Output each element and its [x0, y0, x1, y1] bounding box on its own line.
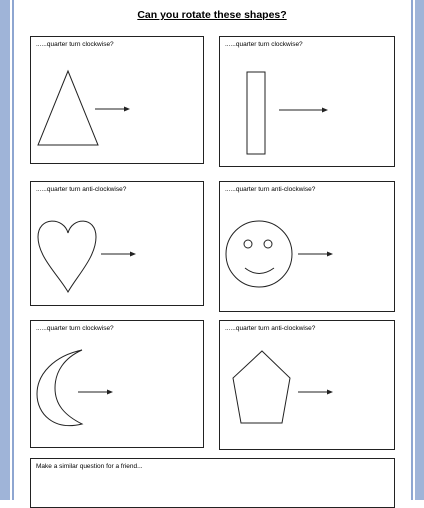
- panel-smiley-face: [219, 181, 395, 312]
- page-border-right: [415, 0, 424, 500]
- panel-instruction: ......quarter turn clockwise?: [225, 41, 303, 48]
- panel-instruction: ......quarter turn anti-clockwise?: [225, 325, 316, 332]
- heart-shape: [31, 182, 205, 307]
- panel-instruction: ......quarter turn anti-clockwise?: [36, 186, 127, 193]
- panel-instruction: ......quarter turn clockwise?: [36, 41, 114, 48]
- smiley-face-shape: [220, 182, 396, 313]
- friend-question-prompt: Make a similar question for a friend...: [36, 463, 143, 470]
- triangle-shape: [31, 37, 205, 165]
- panel-rectangle: [219, 36, 395, 167]
- panel-pentagon: [219, 320, 395, 450]
- page-border-left-inner: [12, 0, 14, 500]
- panel-triangle: [30, 36, 204, 164]
- panel-instruction: ......quarter turn anti-clockwise?: [225, 186, 316, 193]
- crescent-moon-shape: [31, 321, 205, 449]
- rectangle-shape: [220, 37, 396, 168]
- panel-crescent-moon: [30, 320, 204, 448]
- panel-heart: [30, 181, 204, 306]
- worksheet-title: Can you rotate these shapes?: [137, 9, 287, 21]
- pentagon-shape: [220, 321, 396, 451]
- page-border-right-inner: [411, 0, 413, 500]
- panel-instruction: ......quarter turn clockwise?: [36, 325, 114, 332]
- panel-friend-question: [30, 458, 395, 508]
- page-border-left: [0, 0, 10, 500]
